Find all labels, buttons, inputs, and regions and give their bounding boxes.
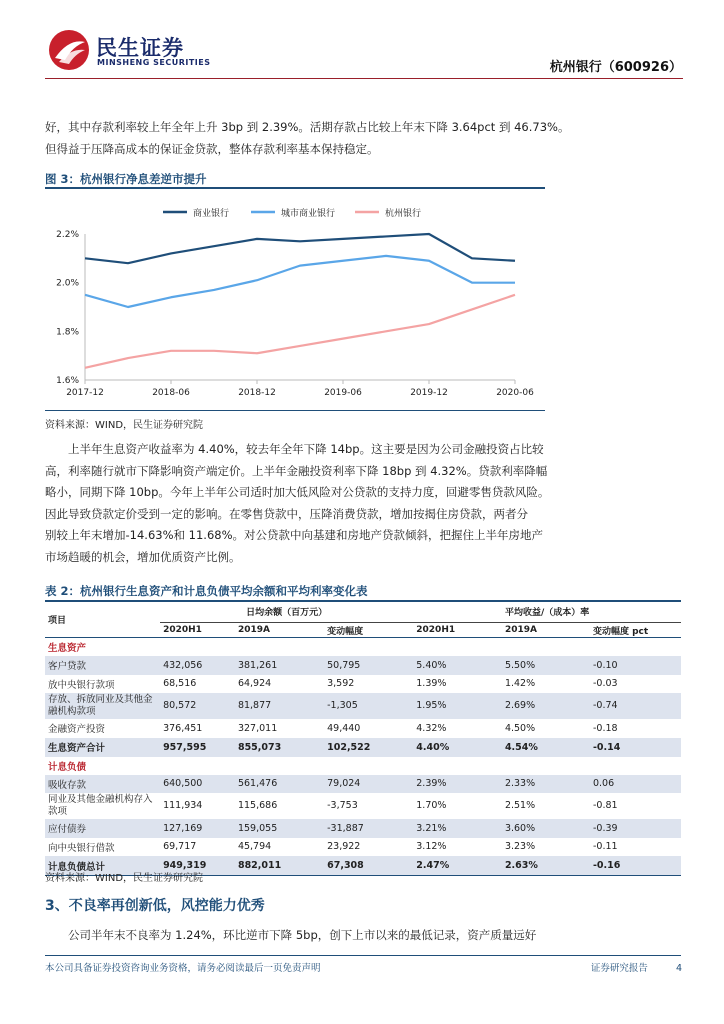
cell: 376,451 — [163, 722, 203, 734]
x-tick-label: 2018-12 — [238, 388, 276, 398]
cell: 327,011 — [237, 722, 278, 734]
report-type: 证券研究报告 — [590, 963, 648, 974]
section-line: 公司半年末不良率为 1.24%，环比逆市下降 5bp，创下上市以来的最低记录，资产质量远好 — [68, 928, 537, 942]
analysis-line: 别较上年末增加-14.63%和 11.68%。对公贷款中向基建和房地产贷款倾斜，把握住上半年房地产 — [45, 528, 543, 542]
analysis-line: 市场趋暖的机会，增加优质资产比例。 — [45, 549, 241, 564]
cell: 1.95% — [413, 693, 502, 719]
table-row — [45, 656, 681, 675]
y-tick-label: 1.8% — [56, 327, 79, 338]
cell: -0.74 — [590, 693, 681, 719]
cell: 949,319 — [160, 856, 235, 876]
rate-table — [45, 601, 681, 876]
cell: 2.33% — [502, 775, 590, 794]
cell: 3.21% — [413, 819, 502, 838]
cell: 3.12% — [416, 841, 447, 853]
analysis-line: 高，利率随行就市下降影响资产端定价。上半年金融投资利率下降 18bp 到 4.32%。贷款利率降幅 — [45, 463, 548, 478]
cell: 1.70% — [416, 800, 447, 811]
intro-line: 好，其中存款利率较上年全年上升 3bp 到 2.39%。活期存款占比较上年末下降 3.64pct 到 46.73%。 — [45, 120, 570, 134]
subheader-cell: 2020H1 — [413, 623, 502, 638]
cell: 4.40% — [413, 738, 502, 757]
section-paragraph — [45, 925, 679, 947]
analysis-line: 因此导致贷款定价受到一定的影响。在零售贷款中，压降消费贷款，增加按揭住房贷款，两者分 — [45, 506, 528, 521]
figure-bottom-rule — [45, 410, 545, 411]
minsheng-logo-icon — [47, 28, 91, 72]
cell: -31,887 — [324, 819, 413, 838]
section-label: 计息负债 — [48, 761, 87, 773]
section-row-assets — [45, 638, 681, 657]
subheader-cell: 2019A — [235, 623, 324, 638]
table-header-row — [45, 601, 681, 623]
cell: 432,056 — [160, 656, 235, 675]
cell: 80,572 — [160, 693, 235, 719]
section-row-liabilities — [45, 757, 681, 775]
company-ticker: 杭州银行（600926） — [549, 60, 682, 75]
cell: 79,024 — [324, 775, 413, 794]
group-rate-header: 平均收益/（成本）率 — [413, 601, 681, 623]
cell: 同业及其他金融机构存入款项 — [48, 794, 153, 817]
table-row — [45, 775, 681, 794]
cell: 放中央银行款项 — [48, 679, 115, 691]
footer-report-info — [591, 960, 682, 974]
table-row — [45, 693, 681, 719]
header-divider — [45, 78, 683, 79]
series-line — [85, 234, 515, 263]
cell: 68,516 — [163, 678, 197, 690]
cell: 640,500 — [160, 775, 235, 794]
cell: 45,794 — [237, 841, 272, 853]
cell: 生息资产合计 — [45, 738, 160, 757]
cell: 2.47% — [413, 856, 502, 876]
legend-label: 杭州银行 — [385, 209, 422, 219]
chart-legend — [163, 207, 421, 219]
group-balance-header: 日均余额（百万元） — [160, 601, 413, 623]
table-row — [45, 793, 681, 819]
cell: -0.16 — [590, 856, 681, 876]
series-line — [85, 256, 515, 307]
logo-text-cn: 民生证券 — [96, 36, 184, 60]
chart-x-ticks — [66, 380, 534, 398]
cell: -3,753 — [327, 800, 358, 811]
cell: 561,476 — [235, 775, 324, 794]
cell: 存放、拆放同业及其他金融机构款项 — [45, 693, 160, 719]
cell: 2.51% — [504, 800, 536, 811]
cell: -0.11 — [592, 841, 618, 853]
section-label: 生息资产 — [48, 643, 87, 654]
cell: 111,934 — [163, 800, 203, 811]
cell: 69,717 — [163, 841, 197, 853]
cell: -0.18 — [592, 722, 618, 734]
cell: -0.10 — [590, 656, 681, 675]
cell: 计息负债总计 — [45, 856, 160, 876]
cell: 2.63% — [502, 856, 590, 876]
analysis-line: 略小，同期下降 10bp。今年上半年公司适时加大低风险对公贷款的支持力度，回避零售贷款风险。 — [45, 485, 550, 499]
x-tick-label: 2018-06 — [152, 388, 190, 398]
cell: 81,877 — [235, 693, 324, 719]
figure-title: 图 3：杭州银行净息差逆市提升 — [45, 172, 207, 186]
cell: 3,592 — [327, 678, 355, 690]
cell: 0.06 — [590, 775, 681, 794]
cell: 64,924 — [237, 678, 272, 690]
cell: 5.40% — [413, 656, 502, 675]
series-line — [85, 295, 515, 368]
cell: 855,073 — [235, 738, 324, 757]
intro-paragraph — [45, 117, 679, 160]
analysis-paragraph — [45, 439, 679, 568]
cell: 3.23% — [504, 841, 536, 853]
footer-disclaimer: 本公司具备证券投资咨询业务资格，请务必阅读最后一页免责声明 — [45, 963, 321, 974]
nim-line-chart — [45, 192, 545, 408]
footer-divider — [45, 955, 681, 956]
cell: 2.69% — [502, 693, 590, 719]
chart-y-ticks — [56, 230, 79, 386]
cell: 客户贷款 — [45, 656, 160, 675]
cell: 应付债券 — [45, 819, 160, 838]
cell: 49,440 — [327, 722, 361, 734]
legend-label: 商业银行 — [193, 209, 230, 219]
x-tick-label: 2019-06 — [324, 388, 362, 398]
subheader-cell: 2019A — [502, 623, 590, 638]
cell: 4.32% — [416, 722, 447, 734]
chart-series — [85, 234, 515, 368]
chart-gridlines — [85, 234, 515, 380]
cell: 金融资产投资 — [48, 724, 106, 736]
cell: 957,595 — [160, 738, 235, 757]
cell: 882,011 — [235, 856, 324, 876]
cell: -0.39 — [590, 819, 681, 838]
subheader-cell: 变动幅度 pct — [590, 623, 681, 638]
cell: 159,055 — [235, 819, 324, 838]
table-title: 表 2：杭州银行生息资产和计息负债平均余额和平均利率变化表 — [45, 584, 368, 598]
cell: 381,261 — [235, 656, 324, 675]
table-total-row — [45, 738, 681, 757]
cell: 3.60% — [502, 819, 590, 838]
subheader-cell: 变动幅度 — [324, 623, 413, 638]
x-tick-label: 2020-06 — [496, 388, 534, 398]
logo-text-en: MINSHENG SECURITIES — [97, 58, 211, 67]
cell: 23,922 — [327, 841, 361, 853]
y-tick-label: 1.6% — [56, 376, 79, 386]
table-row — [45, 819, 681, 838]
x-tick-label: 2019-12 — [410, 388, 448, 398]
col-item-header: 项目 — [45, 601, 160, 638]
cell: -0.03 — [592, 678, 618, 690]
x-tick-label: 2017-12 — [66, 388, 104, 398]
cell: 向中央银行借款 — [48, 842, 115, 854]
cell: 1.42% — [504, 678, 536, 690]
figure-source: 资料来源：WIND，民生证券研究院 — [45, 420, 204, 431]
cell: -1,305 — [324, 693, 413, 719]
section-heading: 3、不良率再创新低，风控能力优秀 — [45, 898, 265, 914]
table-row — [45, 719, 681, 738]
cell: 2.39% — [413, 775, 502, 794]
y-tick-label: 2.0% — [56, 278, 79, 289]
subheader-cell: 2020H1 — [160, 623, 235, 638]
figure-top-rule — [45, 187, 545, 189]
page-number: 4 — [675, 963, 682, 974]
cell: 1.39% — [416, 678, 447, 690]
cell: 127,169 — [160, 819, 235, 838]
table-row — [45, 838, 681, 857]
cell: 50,795 — [324, 656, 413, 675]
analysis-line: 上半年生息资产收益率为 4.40%，较去年全年下降 14bp。这主要是因为公司金融投资占比较 — [68, 442, 544, 456]
cell: -0.14 — [590, 738, 681, 757]
cell: 吸收存款 — [45, 775, 160, 794]
table-source: 资料来源：WIND，民生证券研究院 — [45, 873, 204, 884]
cell: 102,522 — [324, 738, 413, 757]
cell: -0.81 — [592, 800, 618, 811]
y-tick-label: 2.2% — [56, 230, 79, 240]
legend-label: 城市商业银行 — [281, 209, 336, 219]
cell: 4.54% — [502, 738, 590, 757]
cell: 4.50% — [504, 722, 536, 734]
cell: 115,686 — [237, 800, 278, 811]
cell: 5.50% — [502, 656, 590, 675]
cell: 67,308 — [324, 856, 413, 876]
table-row — [45, 675, 681, 694]
intro-line: 但得益于压降高成本的保证金贷款，整体存款利率基本保持稳定。 — [45, 141, 379, 156]
